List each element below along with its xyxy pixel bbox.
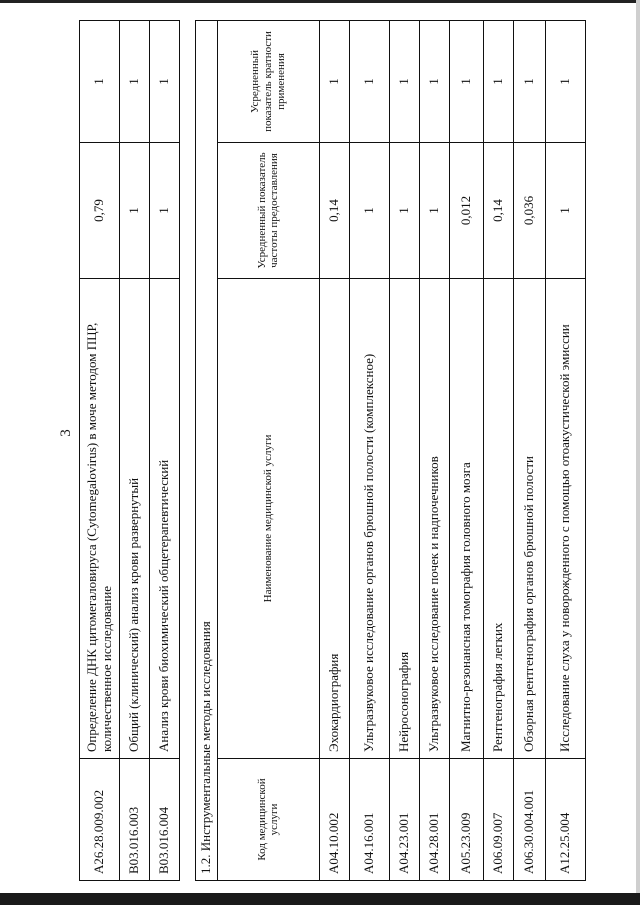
frequency-value: 0,14 — [319, 143, 349, 279]
table-row — [319, 20, 349, 880]
frequency-value: 1 — [120, 143, 150, 279]
table-header-row — [217, 20, 319, 880]
table-row — [513, 20, 545, 880]
multiplicity-value: 1 — [150, 21, 180, 143]
frequency-value: 0,79 — [80, 143, 120, 279]
service-name: Общий (клинический) анализ крови развернутый — [120, 279, 150, 759]
table-row — [349, 20, 389, 880]
multiplicity-value: 1 — [319, 20, 349, 142]
multiplicity-value: 1 — [80, 21, 120, 143]
section-title: 1.2. Инструментальные методы исследования — [196, 20, 218, 880]
header-frequency: Усредненный показатель частоты предоставления — [217, 143, 319, 279]
page-number: 3 — [58, 429, 74, 437]
service-name: Анализ крови биохимический общетерапевтический — [150, 279, 180, 759]
multiplicity-value: 1 — [545, 20, 585, 142]
multiplicity-value: 1 — [419, 20, 449, 142]
table-row — [389, 20, 419, 880]
service-code: A26.28.009.002 — [80, 759, 120, 881]
table-row — [483, 20, 513, 880]
service-code: A04.28.001 — [419, 759, 449, 881]
lab-tests-table — [79, 20, 180, 881]
table-row — [419, 20, 449, 880]
table-row — [449, 20, 483, 880]
service-code: A06.30.004.001 — [513, 759, 545, 881]
service-name: Исследование слуха у новорожденного с помощью отоакустической эмиссии — [545, 279, 585, 759]
scan-edge-top — [0, 0, 640, 3]
multiplicity-value: 1 — [120, 21, 150, 143]
service-code: A05.23.009 — [449, 759, 483, 881]
service-code: A06.09.007 — [483, 759, 513, 881]
table-row — [120, 21, 150, 881]
service-code: A12.25.004 — [545, 759, 585, 881]
frequency-value: 1 — [389, 143, 419, 279]
header-code: Код медицинской услуги — [217, 759, 319, 881]
table-row — [545, 20, 585, 880]
service-code: B03.016.004 — [150, 759, 180, 881]
frequency-value: 1 — [545, 143, 585, 279]
header-multiplicity: Усредненный показатель кратности применения — [217, 20, 319, 142]
frequency-value: 1 — [150, 143, 180, 279]
service-code: B03.016.003 — [120, 759, 150, 881]
frequency-value: 0,14 — [483, 143, 513, 279]
header-name: Наименование медицинской услуги — [217, 279, 319, 759]
service-name: Определение ДНК цитомегаловируса (Cytomegalovirus) в моче методом ПЦР, количественное исследование — [80, 279, 120, 759]
service-name: Рентгенография легких — [483, 279, 513, 759]
service-code: A04.10.002 — [319, 759, 349, 881]
service-name: Обзорная рентгенография органов брюшной полости — [513, 279, 545, 759]
multiplicity-value: 1 — [389, 20, 419, 142]
multiplicity-value: 1 — [449, 20, 483, 142]
service-code: A04.23.001 — [389, 759, 419, 881]
table-row — [150, 21, 180, 881]
service-name: Магнитно-резонансная томография головного мозга — [449, 279, 483, 759]
service-name: Нейросонография — [389, 279, 419, 759]
frequency-value: 1 — [349, 143, 389, 279]
frequency-value: 0,012 — [449, 143, 483, 279]
scan-edge-bottom — [0, 893, 640, 905]
service-code: A04.16.001 — [349, 759, 389, 881]
service-name: Ультразвуковое исследование органов брюшной полости (комплексное) — [349, 279, 389, 759]
frequency-value: 1 — [419, 143, 449, 279]
multiplicity-value: 1 — [513, 20, 545, 142]
rotated-page-body — [79, 21, 637, 881]
instrumental-methods-table — [195, 20, 586, 881]
multiplicity-value: 1 — [349, 20, 389, 142]
service-name: Эхокардиография — [319, 279, 349, 759]
table-row — [80, 21, 120, 881]
service-name: Ультразвуковое исследование почек и надпочечников — [419, 279, 449, 759]
section-title-row — [196, 20, 218, 880]
frequency-value: 0,036 — [513, 143, 545, 279]
multiplicity-value: 1 — [483, 20, 513, 142]
